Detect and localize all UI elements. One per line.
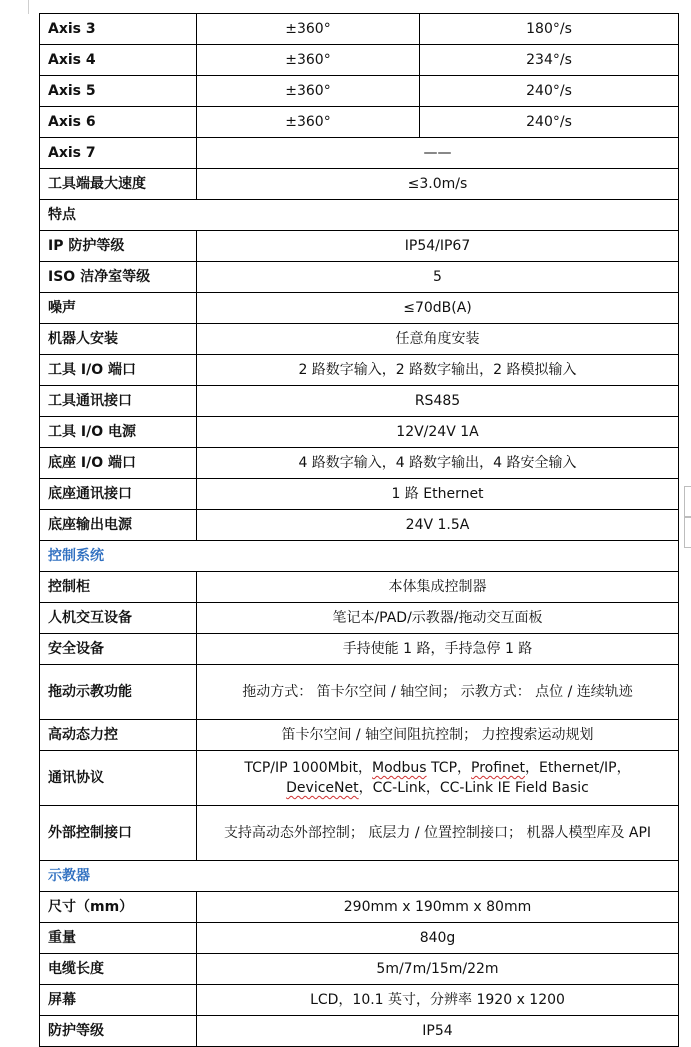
axis-speed-cell: 180°/s xyxy=(420,14,679,45)
row-value: 290mm x 190mm x 80mm xyxy=(197,892,679,923)
axis-speed-cell: 240°/s xyxy=(420,76,679,107)
table-row-cable-length xyxy=(40,954,679,985)
table-row-base-power xyxy=(40,510,679,541)
table-row-mounting xyxy=(40,324,679,355)
table-row-screen xyxy=(40,985,679,1016)
row-label: 底座输出电源 xyxy=(40,510,197,541)
row-label: 工具 I/O 电源 xyxy=(40,417,197,448)
table-row-axis-5 xyxy=(40,76,679,107)
table-row-axis-4 xyxy=(40,45,679,76)
row-value: 1 路 Ethernet xyxy=(197,479,679,510)
row-value: 本体集成控制器 xyxy=(197,572,679,603)
section-heading: 特点 xyxy=(40,200,679,231)
table-row-safety xyxy=(40,634,679,665)
row-label: 尺寸（mm） xyxy=(40,892,197,923)
row-label: IP 防护等级 xyxy=(40,231,197,262)
row-value: 4 路数字输入，4 路数字输出，4 路安全输入 xyxy=(197,448,679,479)
protocol-profinet: Profinet xyxy=(471,760,526,776)
table-row-external-control xyxy=(40,806,679,861)
table-row-weight xyxy=(40,923,679,954)
table-row-ip-rating xyxy=(40,231,679,262)
axis-range-cell: ±360° xyxy=(197,14,420,45)
row-label: Axis 6 xyxy=(40,107,197,138)
table-row-base-io-port xyxy=(40,448,679,479)
section-row-teach-pendant xyxy=(40,861,679,892)
section-row-control-system xyxy=(40,541,679,572)
row-value xyxy=(197,751,679,806)
axis-speed-cell: 234°/s xyxy=(420,45,679,76)
row-value: LCD，10.1 英寸，分辨率 1920 x 1200 xyxy=(197,985,679,1016)
row-value: 笛卡尔空间 / 轴空间阻抗控制； 力控搜索运动规划 xyxy=(197,720,679,751)
row-label: 底座通讯接口 xyxy=(40,479,197,510)
row-value: IP54/IP67 xyxy=(197,231,679,262)
section-row-features xyxy=(40,200,679,231)
table-row-hmi xyxy=(40,603,679,634)
table-row-tool-comm xyxy=(40,386,679,417)
row-label: 拖动示教功能 xyxy=(40,665,197,720)
row-label: Axis 7 xyxy=(40,138,197,169)
table-row-drag-teach xyxy=(40,665,679,720)
row-value: ≤3.0m/s xyxy=(197,169,679,200)
row-label: 外部控制接口 xyxy=(40,806,197,861)
row-value: RS485 xyxy=(197,386,679,417)
row-label: ISO 洁净室等级 xyxy=(40,262,197,293)
row-label: 屏幕 xyxy=(40,985,197,1016)
protocol-text: ，CC-Link，CC-Link IE Field Basic xyxy=(358,780,589,796)
axis-range-cell: ±360° xyxy=(197,107,420,138)
section-heading: 控制系统 xyxy=(40,541,679,572)
row-value: 笔记本/PAD/示教器/拖动交互面板 xyxy=(197,603,679,634)
row-label: 机器人安装 xyxy=(40,324,197,355)
table-row-tool-io-port xyxy=(40,355,679,386)
page-margin-rule xyxy=(28,0,29,14)
row-value: 5 xyxy=(197,262,679,293)
row-value: 5m/7m/15m/22m xyxy=(197,954,679,985)
protocol-text: ，Ethernet/IP， xyxy=(525,760,631,776)
protocol-modbus: Modbus xyxy=(372,760,427,776)
row-value: 24V 1.5A xyxy=(197,510,679,541)
row-label: 高动态力控 xyxy=(40,720,197,751)
page-edge-marker xyxy=(684,486,691,518)
row-value: 840g xyxy=(197,923,679,954)
table-row-noise xyxy=(40,293,679,324)
row-label: 人机交互设备 xyxy=(40,603,197,634)
table-row-iso-cleanroom xyxy=(40,262,679,293)
row-label: 通讯协议 xyxy=(40,751,197,806)
row-value: 拖动方式： 笛卡尔空间 / 轴空间； 示教方式： 点位 / 连续轨迹 xyxy=(197,665,679,720)
row-label: 防护等级 xyxy=(40,1016,197,1047)
row-label: 电缆长度 xyxy=(40,954,197,985)
row-label: 底座 I/O 端口 xyxy=(40,448,197,479)
row-label: 工具通讯接口 xyxy=(40,386,197,417)
row-label: Axis 4 xyxy=(40,45,197,76)
row-label: 噪声 xyxy=(40,293,197,324)
table-row-tool-max-speed xyxy=(40,169,679,200)
row-value: —— xyxy=(197,138,679,169)
axis-speed-cell: 240°/s xyxy=(420,107,679,138)
table-row-tool-io-power xyxy=(40,417,679,448)
row-label: 控制柜 xyxy=(40,572,197,603)
axis-range-cell: ±360° xyxy=(197,76,420,107)
row-value: 2 路数字输入，2 路数字输出，2 路模拟输入 xyxy=(197,355,679,386)
row-label: Axis 5 xyxy=(40,76,197,107)
row-value: IP54 xyxy=(197,1016,679,1047)
table-row-base-comm xyxy=(40,479,679,510)
row-label: 工具 I/O 端口 xyxy=(40,355,197,386)
axis-range-cell: ±360° xyxy=(197,45,420,76)
protocol-text: TCP/IP 1000Mbit， xyxy=(244,760,373,776)
row-value: 支持高动态外部控制； 底层力 / 位置控制接口； 机器人模型库及 API xyxy=(197,806,679,861)
row-label: Axis 3 xyxy=(40,14,197,45)
table-row-dimensions xyxy=(40,892,679,923)
row-label: 工具端最大速度 xyxy=(40,169,197,200)
protocol-text: TCP， xyxy=(426,760,472,776)
page-edge-marker xyxy=(684,516,691,548)
protocol-devicenet: DeviceNet xyxy=(286,780,359,796)
row-label: 安全设备 xyxy=(40,634,197,665)
row-value: ≤70dB(A) xyxy=(197,293,679,324)
table-row-axis-7 xyxy=(40,138,679,169)
table-row-axis-3 xyxy=(40,14,679,45)
table-row-controller xyxy=(40,572,679,603)
row-value: 任意角度安装 xyxy=(197,324,679,355)
row-value: 手持使能 1 路，手持急停 1 路 xyxy=(197,634,679,665)
spec-table xyxy=(39,13,679,1047)
row-value: 12V/24V 1A xyxy=(197,417,679,448)
table-row-axis-6 xyxy=(40,107,679,138)
table-row-protocols xyxy=(40,751,679,806)
row-label: 重量 xyxy=(40,923,197,954)
table-row-pendant-ip xyxy=(40,1016,679,1047)
section-heading: 示教器 xyxy=(40,861,679,892)
table-row-force-control xyxy=(40,720,679,751)
